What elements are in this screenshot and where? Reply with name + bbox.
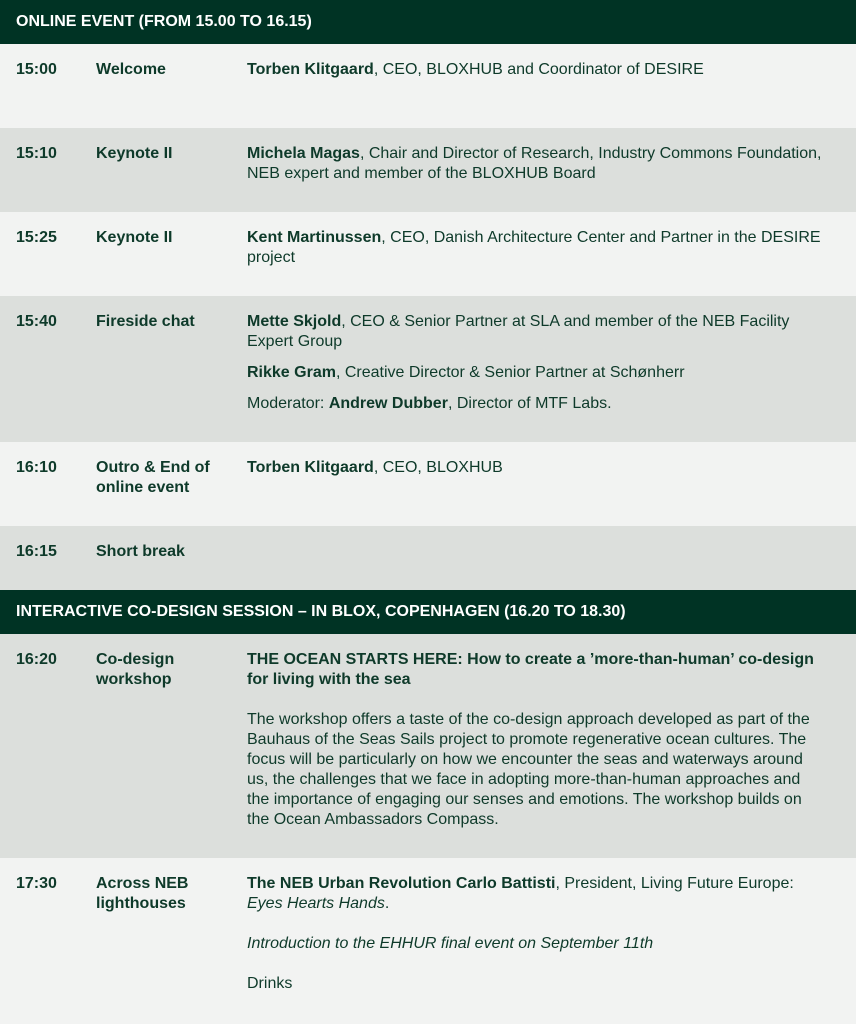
section-header-online-event: ONLINE EVENT (FROM 15.00 TO 16.15) xyxy=(0,0,856,44)
speaker-role: , CEO, BLOXHUB and Coordinator of DESIRE xyxy=(373,61,704,78)
agenda-row-short-break xyxy=(0,526,856,590)
row-title: Co-design workshop xyxy=(96,651,175,688)
speaker-name: Torben Klitgaard xyxy=(247,459,374,476)
speaker-role: , Director of MTF Labs. xyxy=(447,395,612,412)
moderator-label: Moderator: xyxy=(247,395,329,412)
row-time: 15:40 xyxy=(16,313,57,330)
agenda-row-keynote-1 xyxy=(0,128,856,212)
row-title: Short break xyxy=(96,543,185,560)
talk-title-end: . xyxy=(384,895,390,912)
row-time: 16:15 xyxy=(16,543,57,560)
row-content xyxy=(247,458,826,478)
row-content xyxy=(247,60,826,80)
row-time: 15:00 xyxy=(16,61,57,78)
row-time: 16:20 xyxy=(16,651,57,668)
session-title: The NEB Urban Revolution xyxy=(247,875,452,892)
row-content xyxy=(247,650,826,830)
row-content xyxy=(247,228,826,268)
row-content xyxy=(247,144,826,184)
talk-title: Eyes Hearts Hands xyxy=(247,895,385,912)
speaker-role: , President, Living Future Europe: xyxy=(555,875,794,892)
speaker-name: Carlo Battisti xyxy=(451,875,556,892)
row-title: Keynote II xyxy=(96,229,173,246)
speaker-role: , Chair and Director of Research, Industry Commons Foundation, NEB expert and member of the BLOXHUB Board xyxy=(247,145,822,182)
speaker-name: Mette Skjold xyxy=(247,313,342,330)
row-title: Welcome xyxy=(96,61,166,78)
speaker-role: , CEO, BLOXHUB xyxy=(373,459,503,476)
row-time: 15:10 xyxy=(16,145,57,162)
speaker-role: , CEO & Senior Partner at SLA and member of the NEB Facility Expert Group xyxy=(247,313,790,350)
speaker-name: Rikke Gram xyxy=(247,364,336,381)
row-time: 16:10 xyxy=(16,459,57,476)
speaker-role: , CEO, Danish Architecture Center and Partner in the DESIRE project xyxy=(247,229,821,266)
agenda-row-outro xyxy=(0,442,856,526)
speaker-name: Michela Magas xyxy=(247,145,360,162)
row-title: Keynote II xyxy=(96,145,173,162)
row-title: Across NEB lighthouses xyxy=(96,875,189,912)
row-title: Fireside chat xyxy=(96,313,195,330)
speaker-name: Kent Martinussen xyxy=(247,229,382,246)
row-content xyxy=(247,312,826,414)
row-content xyxy=(247,874,826,994)
intro-note: Introduction to the EHHUR final event on September 11th xyxy=(247,935,654,952)
agenda-row-keynote-2 xyxy=(0,212,856,296)
row-title: Outro & End of online event xyxy=(96,459,210,496)
agenda-row-fireside-chat xyxy=(0,296,856,442)
speaker-name: Torben Klitgaard xyxy=(247,61,374,78)
agenda-row-co-design-workshop xyxy=(0,634,856,858)
drinks-note: Drinks xyxy=(247,975,293,992)
section-header-co-design-session: INTERACTIVE CO-DESIGN SESSION – IN BLOX, COPENHAGEN (16.20 TO 18.30) xyxy=(0,590,856,634)
workshop-description: The workshop offers a taste of the co-design approach developed as part of the Bauhaus of the Seas Sails project to promote regenerative ocean cultures. The focus will be particularly on how we encounter the seas and waterways around us, the challenges that we face in adopting more-than-human approaches and the importance of engaging our senses and emotions. The workshop builds on the Ocean Ambassadors Compass. xyxy=(247,711,810,828)
row-time: 15:25 xyxy=(16,229,57,246)
workshop-title: THE OCEAN STARTS HERE: How to create a ’more-than-human’ co-design for living with the sea xyxy=(247,651,814,688)
agenda-row-welcome xyxy=(0,44,856,128)
speaker-role: , Creative Director & Senior Partner at Schønherr xyxy=(335,364,685,381)
row-time: 17:30 xyxy=(16,875,57,892)
speaker-name: Andrew Dubber xyxy=(328,395,448,412)
agenda-row-neb-lighthouses xyxy=(0,858,856,1022)
